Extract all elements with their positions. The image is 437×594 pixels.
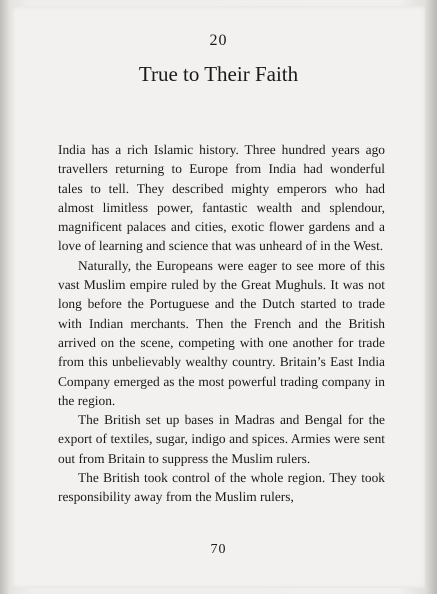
paragraph-2: Naturally, the Europeans were eager to see more of this vast Muslim empire ruled by the Great Mughuls. It was not long before the Portuguese and the Dutch started to trade with Indian merchants. Then the French and the British arrived on the scene, competing with one another for trade from this unbelievably wealthy country. Britain’s East India Company emerged as the most powerful trading company in the region. (58, 257, 385, 408)
paragraph-3: The British set up bases in Madras and Bengal for the export of textiles, sugar, indigo and spices. Armies were sent out from Britain to suppress the Muslim rulers. (58, 412, 385, 466)
paragraph-1: India has a rich Islamic history. Three hundred years ago travellers returning to Europe from India had wonderful tales to tell. They described mighty emperors who had almost limitless power, fantastic wealth and splendour, magnificent palaces and cities, exotic flower gardens and a love of learning and science that was unheard of in the West. (58, 142, 385, 254)
paragraph-4: The British took control of the whole region. They took responsibility away from the Muslim rulers, (58, 470, 385, 505)
chapter-title: True to Their Faith (138, 62, 299, 86)
chapter-number: 20 (209, 32, 228, 49)
page-number: 70 (210, 542, 227, 557)
chapter-body (58, 140, 385, 507)
